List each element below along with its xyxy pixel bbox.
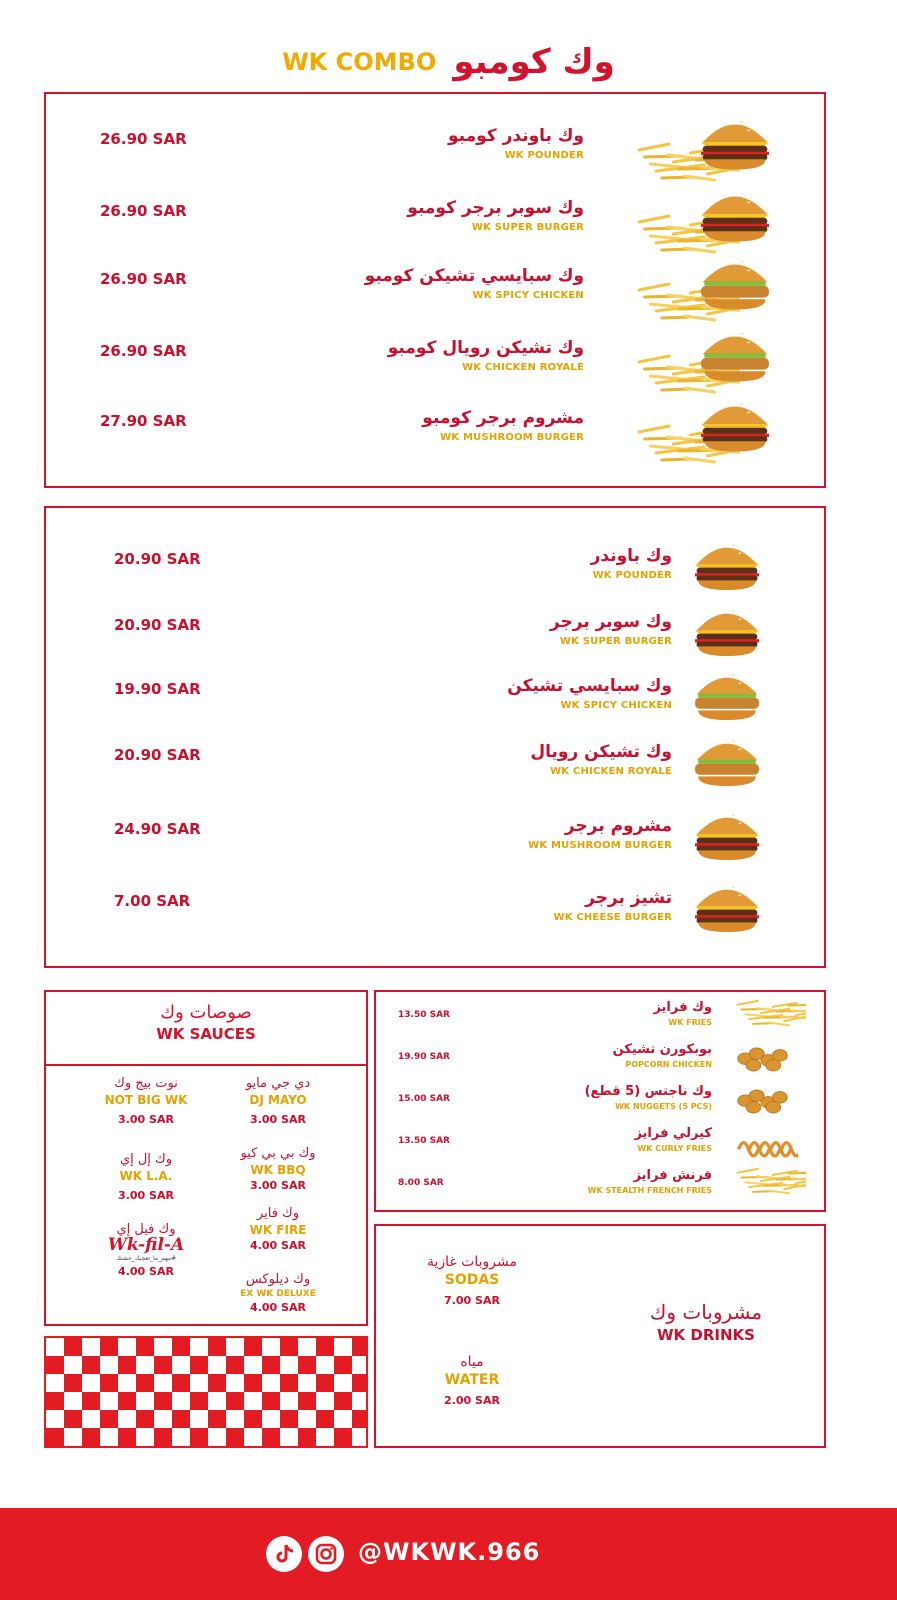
- side-price: 8.00 SAR: [398, 1178, 444, 1188]
- combo-price: 27.90 SAR: [100, 412, 187, 430]
- combo-name-en: WK SUPER BURGER: [471, 222, 584, 233]
- burger-names: [372, 676, 672, 711]
- fries-icon: [732, 1166, 806, 1204]
- burger-name-en: WK CHEESE BURGER: [553, 912, 672, 923]
- drink-name-en: SODAS: [444, 1272, 500, 1288]
- sauce-wk-bbq: [208, 1146, 348, 1192]
- combo-names: [284, 338, 584, 373]
- side-price: 19.90 SAR: [398, 1052, 450, 1062]
- burger-fries-icon: [630, 392, 780, 470]
- drink-price: 7.00 SAR: [444, 1294, 500, 1307]
- curly-fries-icon: [732, 1124, 798, 1162]
- tiktok-icon[interactable]: [266, 1536, 302, 1572]
- instagram-icon[interactable]: [308, 1536, 344, 1572]
- sauce-price: 4.00 SAR: [250, 1301, 306, 1314]
- burger-name-en: WK MUSHROOM BURGER: [528, 840, 672, 851]
- sauce-name-en: NOT BIG WK: [104, 1093, 188, 1107]
- burger-price: 20.90 SAR: [114, 746, 201, 764]
- side-name-en: POPCORN CHICKEN: [625, 1060, 712, 1069]
- side-name-ar: كيرلي فرايز: [634, 1126, 712, 1141]
- sauce-name-ar: دي جي مايو: [245, 1076, 311, 1091]
- social-handle[interactable]: @WKWK.966: [358, 1538, 541, 1566]
- sauce-dj-mayo: [208, 1076, 348, 1126]
- burger-name-en: WK SUPER BURGER: [559, 636, 672, 647]
- page-header: [0, 42, 897, 82]
- sauce-price: 4.00 SAR: [250, 1239, 306, 1252]
- burger-section: [44, 506, 826, 968]
- burger-price: 19.90 SAR: [114, 680, 201, 698]
- popcorn-chicken-icon: [732, 1040, 798, 1078]
- burger-price: 20.90 SAR: [114, 550, 201, 568]
- sauce-name-ar: وك بي بي كيو: [240, 1146, 316, 1161]
- burger-icon: [686, 804, 768, 872]
- side-item[interactable]: [376, 996, 824, 1036]
- burger-item[interactable]: [46, 538, 824, 608]
- sauces-title-en: WK SAUCES: [156, 1025, 256, 1043]
- burger-price: 20.90 SAR: [114, 616, 201, 634]
- chicken-burger-fries-icon: [630, 322, 780, 400]
- drinks-title: [606, 1300, 806, 1344]
- combo-name-ar: وك تشيكن رويال كومبو: [387, 338, 584, 358]
- sauce-name-en: WK FIRE: [249, 1223, 307, 1237]
- sauce-name-en: WK BBQ: [250, 1163, 306, 1177]
- burger-names: [372, 546, 672, 581]
- combo-price: 26.90 SAR: [100, 342, 187, 360]
- combo-name-ar: مشروم برجر كومبو: [422, 408, 584, 428]
- fries-icon: [732, 998, 806, 1036]
- drink-name-ar: مياه: [460, 1354, 484, 1370]
- drink-sodas: [402, 1254, 542, 1307]
- combo-item[interactable]: [46, 330, 824, 400]
- side-name-ar: وك ناجتس (5 قطع): [584, 1084, 712, 1099]
- combo-name-en: WK SPICY CHICKEN: [472, 290, 584, 301]
- sauce-name-en: WK L.A.: [119, 1169, 173, 1183]
- side-item[interactable]: [376, 1038, 824, 1078]
- wk-fil-a-logo-sub: #مهم_ما_تعجبك_حشتك: [115, 1255, 177, 1262]
- combo-names: [284, 126, 584, 161]
- side-price: 13.50 SAR: [398, 1136, 450, 1146]
- sauces-list-box: [44, 1064, 368, 1326]
- side-price: 13.50 SAR: [398, 1010, 450, 1020]
- side-price: 15.00 SAR: [398, 1094, 450, 1104]
- combo-section: [44, 92, 826, 488]
- burger-name-ar: وك تشيكن رويال: [530, 742, 672, 762]
- title-en: WK COMBO: [282, 48, 437, 76]
- burger-name-ar: مشروم برجر: [564, 816, 672, 836]
- burger-item[interactable]: [46, 734, 824, 804]
- burger-icon: [686, 876, 768, 944]
- sauce-name-ar: وك ديلوكس: [245, 1272, 311, 1287]
- burger-fries-icon: [630, 110, 780, 188]
- burger-item[interactable]: [46, 880, 824, 950]
- burger-names: [372, 888, 672, 923]
- sauce-price: 3.00 SAR: [250, 1113, 306, 1126]
- burger-name-ar: تشيز برجر: [585, 888, 672, 908]
- footer-bar: [0, 1508, 897, 1600]
- combo-price: 26.90 SAR: [100, 130, 187, 148]
- burger-names: [372, 816, 672, 851]
- combo-name-ar: وك سبايسي تشيكن كومبو: [364, 266, 584, 286]
- drink-price: 2.00 SAR: [444, 1394, 500, 1407]
- sauce-name-ar: نوت بيج وك: [114, 1076, 178, 1091]
- combo-names: [284, 266, 584, 301]
- combo-names: [284, 198, 584, 233]
- sauce-price: 4.00 SAR: [118, 1265, 174, 1278]
- chicken-burger-icon: [686, 664, 768, 732]
- sauce-price: 3.00 SAR: [118, 1113, 174, 1126]
- burger-names: [372, 742, 672, 777]
- burger-name-ar: وك سوبر برجر: [549, 612, 672, 632]
- chicken-burger-fries-icon: [630, 250, 780, 328]
- burger-name-en: WK POUNDER: [592, 570, 672, 581]
- combo-name-en: WK MUSHROOM BURGER: [440, 432, 584, 443]
- sauce-wk-la: [76, 1152, 216, 1202]
- combo-price: 26.90 SAR: [100, 202, 187, 220]
- combo-item[interactable]: [46, 118, 824, 188]
- chicken-burger-icon: [686, 730, 768, 798]
- sauce-name-en: DJ MAYO: [249, 1093, 307, 1107]
- side-name-ar: بوبكورن تشيكن: [612, 1042, 712, 1057]
- sides-section: [374, 990, 826, 1212]
- combo-names: [284, 408, 584, 443]
- sauce-name-ar: وك فيل إي: [116, 1222, 176, 1237]
- combo-name-ar: وك سوبر برجر كومبو: [407, 198, 584, 218]
- burger-icon: [686, 600, 768, 668]
- combo-name-en: WK CHICKEN ROYALE: [462, 362, 584, 373]
- title-ar: وك كومبو: [453, 42, 615, 82]
- burger-name-ar: وك باوندر: [590, 546, 672, 566]
- drink-water: [402, 1354, 542, 1407]
- combo-item[interactable]: [46, 400, 824, 470]
- side-item[interactable]: [376, 1080, 824, 1120]
- side-item[interactable]: [376, 1122, 824, 1162]
- sauces-header-box: [44, 990, 368, 1066]
- drinks-title-en: WK DRINKS: [657, 1326, 755, 1344]
- sauce-name-ar: وك إل إي: [119, 1152, 173, 1167]
- side-name-en: WK NUGGETS (5 PCS): [615, 1102, 712, 1111]
- sauce-name-en: EX WK DELUXE: [240, 1289, 316, 1299]
- nuggets-icon: [732, 1082, 798, 1120]
- drink-name-en: WATER: [444, 1372, 500, 1388]
- burger-icon: [686, 534, 768, 602]
- side-item[interactable]: [376, 1164, 824, 1204]
- burger-name-en: WK SPICY CHICKEN: [560, 700, 672, 711]
- combo-name-en: WK POUNDER: [504, 150, 584, 161]
- drinks-section: [374, 1224, 826, 1448]
- sauce-price: 3.00 SAR: [250, 1179, 306, 1192]
- drink-name-ar: مشروبات غازية: [426, 1254, 517, 1270]
- sauces-title-ar: صوصات وك: [160, 1002, 252, 1023]
- sauce-wk-fil-a: [76, 1222, 216, 1278]
- burger-price: 24.90 SAR: [114, 820, 201, 838]
- side-name-en: WK CURLY FRIES: [637, 1144, 712, 1153]
- side-name-en: WK STEALTH FRENCH FRIES: [587, 1186, 712, 1195]
- burger-price: 7.00 SAR: [114, 892, 191, 910]
- sauce-wk-deluxe: [208, 1272, 348, 1314]
- combo-price: 26.90 SAR: [100, 270, 187, 288]
- combo-item[interactable]: [46, 258, 824, 328]
- sauce-name-ar: وك فاير: [256, 1206, 300, 1221]
- checkered-pattern: [44, 1336, 368, 1448]
- burger-item[interactable]: [46, 668, 824, 738]
- sauce-price: 3.00 SAR: [118, 1189, 174, 1202]
- burger-name-ar: وك سبايسي تشيكن: [507, 676, 672, 696]
- burger-item[interactable]: [46, 808, 824, 878]
- combo-name-ar: وك باوندر كومبو: [448, 126, 584, 146]
- wk-fil-a-logo: Wk-fil-A: [107, 1235, 185, 1255]
- side-name-en: WK FRIES: [668, 1018, 712, 1027]
- burger-name-en: WK CHICKEN ROYALE: [550, 766, 672, 777]
- sauce-wk-fire: [208, 1206, 348, 1252]
- sauce-not-big-wk: [76, 1076, 216, 1126]
- drinks-title-ar: مشروبات وك: [649, 1300, 763, 1324]
- side-name-ar: فرنش فرايز: [633, 1168, 712, 1183]
- burger-fries-icon: [630, 182, 780, 260]
- burger-names: [372, 612, 672, 647]
- side-name-ar: وك فرايز: [653, 1000, 712, 1015]
